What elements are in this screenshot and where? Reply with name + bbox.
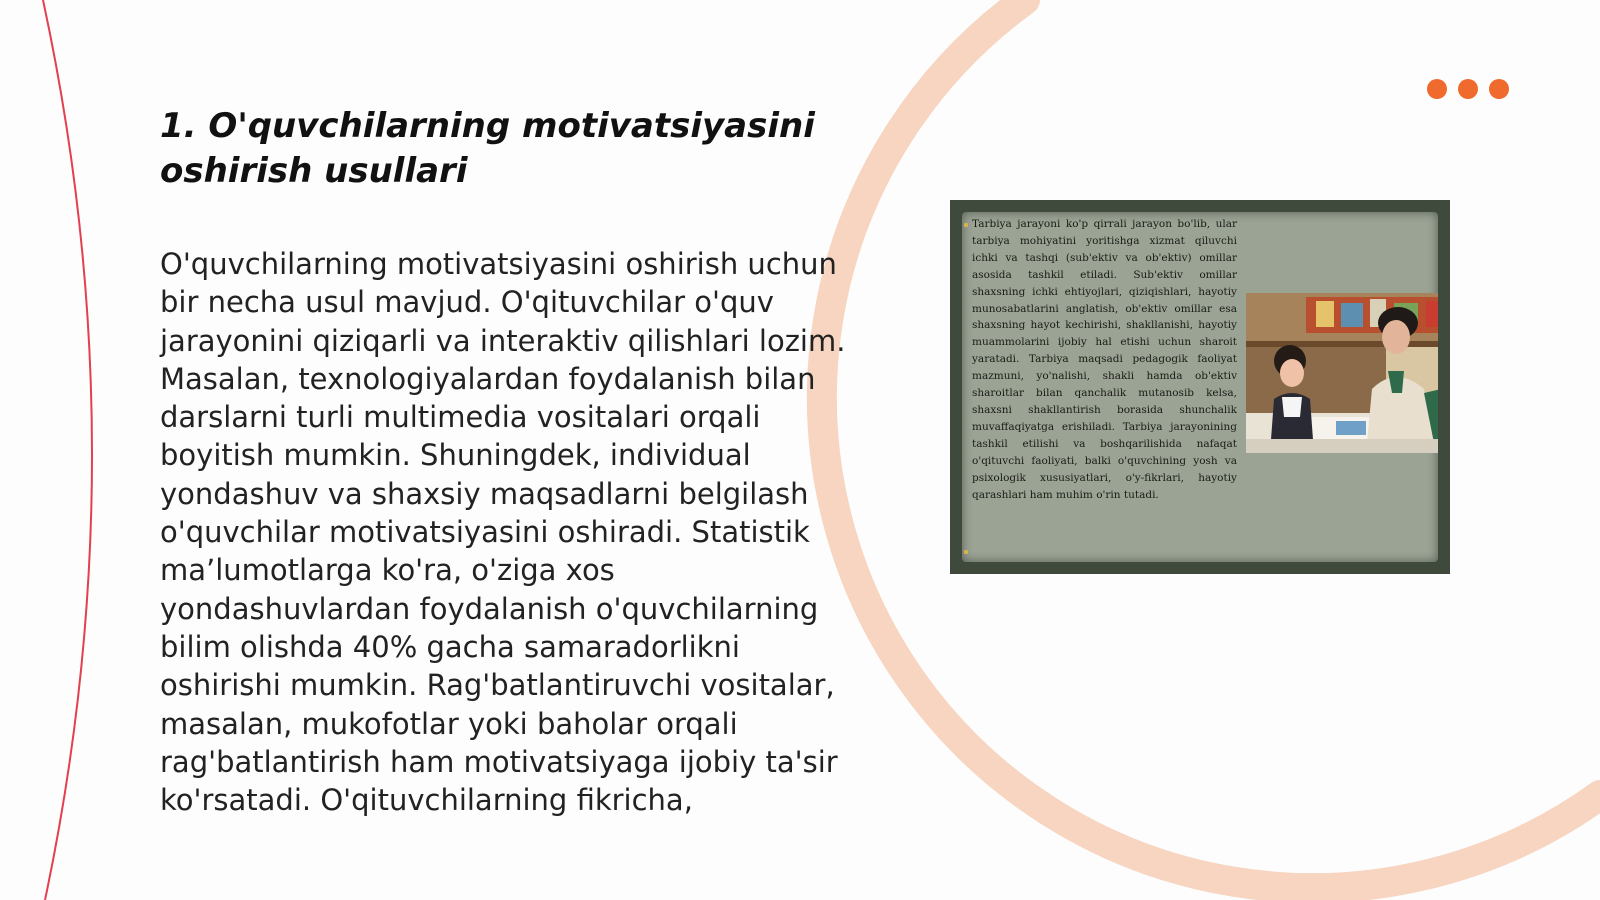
bullet-icon (964, 223, 968, 227)
embedded-slide-image (950, 200, 1450, 574)
slide-body-text: O'quvchilarning motivatsiyasini oshirish uchun bir necha usul mavjud. O'qituvchilar o'quv jarayonini qiziqarli va interaktiv qilishlari lozim. Masalan, texnologiyalardan foydalanish bilan darslarni turli multimedia vositalari orqali boyitish mumkin. Shuningdek, individual yondashuv va shaxsiy maqsadlarni belgilash o'quvchilar motivatsiyasini oshiradi. Statistik ma’lumotlarga ko'ra, o'ziga xos yondashuvlardan foydalanish o'quvchilarning bilim olishda 40% gacha samaradorlikni oshirishi mumkin. Rag'batlantiruvchi vositalar, masalan, mukofotlar yoki baholar orqali rag'batlantirish ham motivatsiyaga ijobiy ta'sir ko'rsatadi. O'qituvchilarning fikricha, (160, 247, 846, 818)
decorative-left-line (43, 0, 92, 900)
bullet-icon (964, 550, 968, 554)
dot-icon (1427, 79, 1447, 99)
embedded-slide-panel (962, 212, 1438, 562)
more-dots-icon (1427, 79, 1509, 99)
dot-icon (1458, 79, 1478, 99)
classroom-photo (1246, 293, 1438, 453)
dot-icon (1489, 79, 1509, 99)
teacher-student-illustration (1246, 293, 1438, 453)
embedded-slide-paragraph: Tarbiya jarayoni ko'p qirrali jarayon bo'lib, ular tarbiya mohiyatini yoritishga xizmat qiluvchi ichki va tashqi (sub'ektiv va ob'ektiv) omillar asosida tashkil etiladi. Sub'ektiv omillar shaxsning ichki ehtiyojlari, qiziqishlari, hayotiy munosabatlarini anglatish, ob'ektiv omillar esa shaxsning hayot kechirishi, shakllanishi, hayotiy muammolarini ijobiy hal etishi uchun sharoit yaratadi. Tarbiya maqsadi pedagogik faoliyat mazmuni, yo'nalishi, shakli hamda ob'ektiv sharoitlar bilan qanchalik mutanosib kelsa, shaxsni shakllantirish borasida shunchalik muvaffaqiyatga erishiladi. Tarbiya jarayonining tashkil etilishi va boshqarilishida nafaqat o'qituvchi faoliyati, balki o'quvchining yosh va psixologik xususiyatlari, o'y-fikrlari, hayotiy qarashlari ham muhim o'rin tutadi. (972, 218, 1237, 501)
slide-title: 1. O'quvchilarning motivatsiyasini oshirish usullari (160, 106, 815, 191)
